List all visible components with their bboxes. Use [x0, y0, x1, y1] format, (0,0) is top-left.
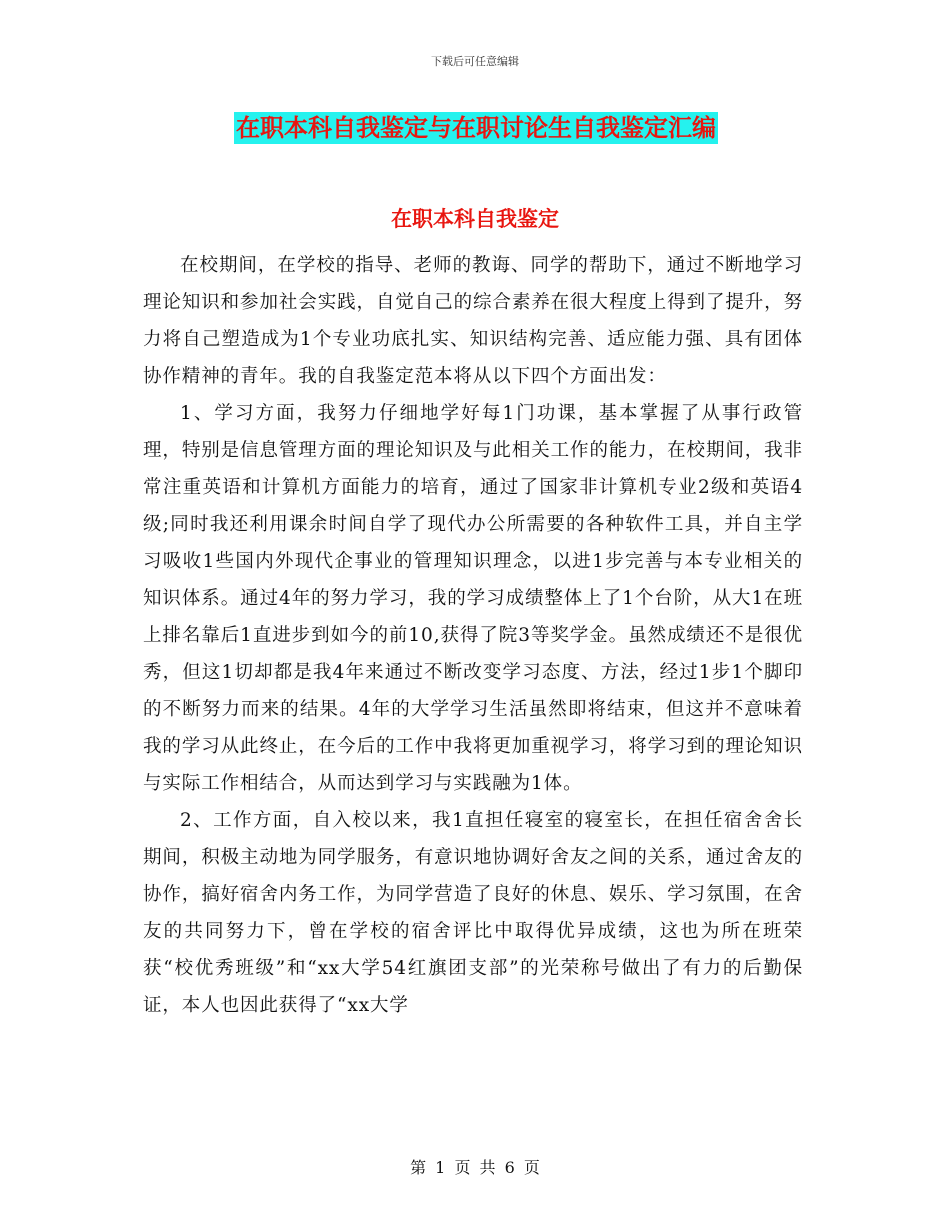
paragraph-study: 1、学习方面，我努力仔细地学好每1门功课，基本掌握了从事行政管理，特别是信息管理方面的理论知识及与此相关工作的能力，在校期间，我非常注重英语和计算机方面能力的培育，通过了国家非计算机专业2级和英语4级;同时我还利用课余时间自学了现代办公所需要的各种软件工具，并自主学习吸收1些国内外现代企事业的管理知识理念，以进1步完善与本专业相关的知识体系。通过4年的努力学习，我的学习成绩整体上了1个台阶，从大1在班上排名靠后1直进步到如今的前10,获得了院3等奖学金。虽然成绩还不是很优秀，但这1切却都是我4年来通过不断改变学习态度、方法，经过1步1个脚印的不断努力而来的结果。4年的大学学习生活虽然即将结束，但这并不意味着我的学习从此终止，在今后的工作中我将更加重视学习，将学习到的理论知识与实际工作相结合，从而达到学习与实践融为1体。 [143, 403, 803, 794]
document-body [143, 247, 803, 1024]
section-title: 在职本科自我鉴定 [391, 206, 559, 231]
paragraph-intro: 在校期间，在学校的指导、老师的教诲、同学的帮助下，通过不断地学习理论知识和参加社会实践，自觉自己的综合素养在很大程度上得到了提升，努力将自己塑造成为1个专业功底扎实、知识结构完善、适应能力强、具有团体协作精神的青年。我的自我鉴定范本将从以下四个方面出发： [143, 255, 803, 387]
document-title: 在职本科自我鉴定与在职讨论生自我鉴定汇编 [236, 113, 716, 142]
paragraph-work: 2、工作方面，自入校以来，我1直担任寝室的寝室长，在担任宿舍舍长期间，积极主动地为同学服务，有意识地协调好舍友之间的关系，通过舍友的协作，搞好宿舍内务工作，为同学营造了良好的休息、娱乐、学习氛围，在舍友的共同努力下，曾在学校的宿舍评比中取得优异成绩，这也为所在班荣获“校优秀班级”和“xx大学54红旗团支部”的光荣称号做出了有力的后勤保证，本人也因此获得了“xx大学 [143, 810, 803, 1016]
header-note: 下载后可任意编辑 [431, 55, 519, 68]
page-footer: 第 1 页 共 6 页 [410, 1158, 540, 1177]
